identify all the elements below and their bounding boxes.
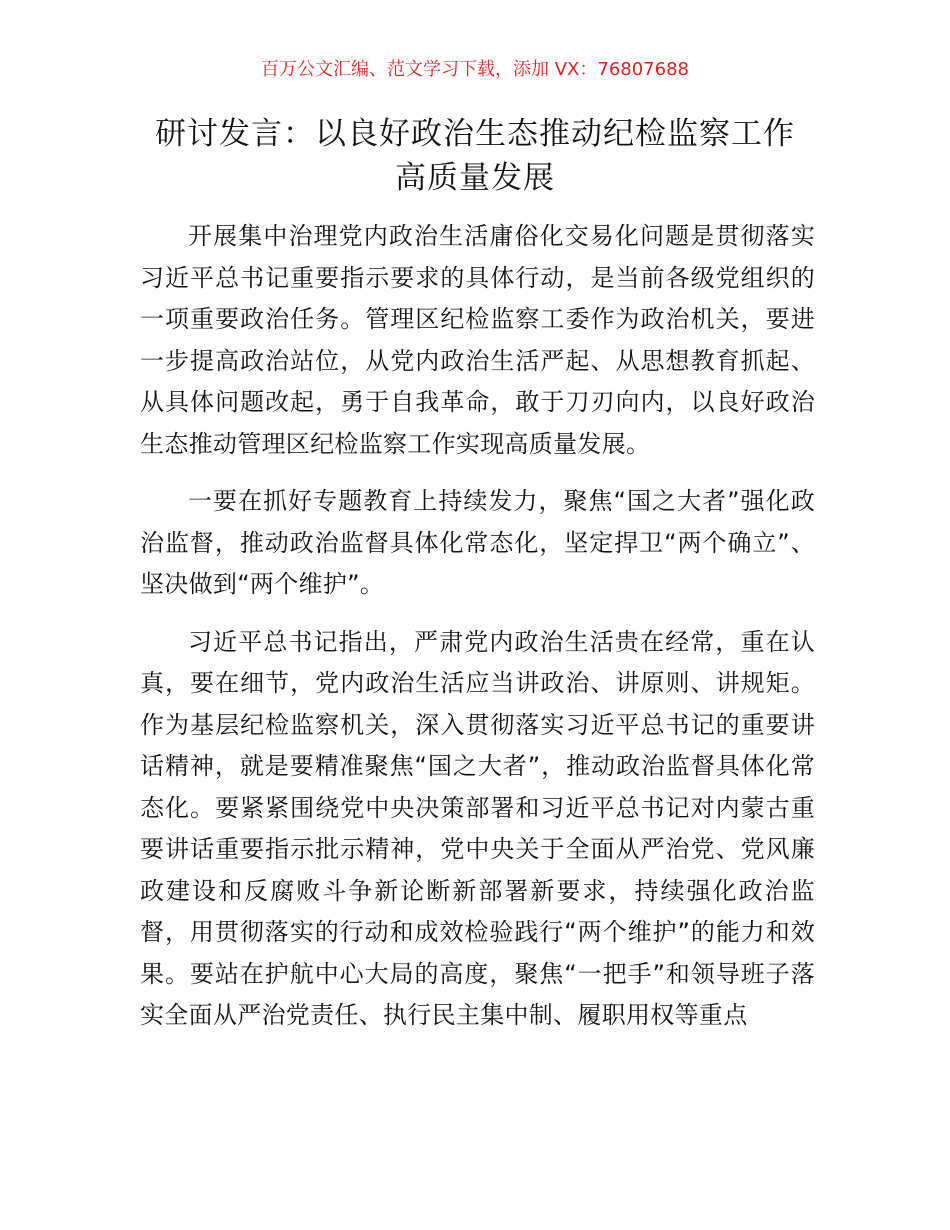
document-body [140,216,815,1053]
paragraph-3: 习近平总书记指出，严肃党内政治生活贵在经常，重在认真，要在细节，党内政治生活应当讲政治、讲原则、讲规矩。作为基层纪检监察机关，深入贯彻落实习近平总书记的重要讲话精神，就是要精准聚焦“国之大者”，推动政治监督具体化常态化。要紧紧围绕党中央决策部署和习近平总书记对内蒙古重要讲话重要指示批示精神，党中央关于全面从严治党、党风廉政建设和反腐败斗争新论断新部署新要求，持续强化政治监督，用贯彻落实的行动和成效检验践行“两个维护”的能力和效果。要站在护航中心大局的高度，聚焦“一把手”和领导班子落实全面从严治党责任、执行民主集中制、履职用权等重点 [140,627,815,1029]
paragraph-2: 一要在抓好专题教育上持续发力，聚焦“国之大者”强化政治监督，推动政治监督具体化常态化，坚定捍卫“两个确立”、坚决做到“两个维护”。 [140,487,815,598]
title-line-2: 高质量发展 [395,160,555,196]
paragraph-1: 开展集中治理党内政治生活庸俗化交易化问题是贯彻落实习近平总书记重要指示要求的具体行动，是当前各级党组织的一项重要政治任务。管理区纪检监察工委作为政治机关，要进一步提高政治站位，从党内政治生活严起、从思想教育抓起、从具体问题改起，勇于自我革命，敢于刀刃向内，以良好政治生态推动管理区纪检监察工作实现高质量发展。 [140,222,815,458]
header-promo-note: 百万公文汇编、范文学习下载，添加 VX：76807688 [261,59,689,80]
document-title [130,112,820,200]
title-line-1: 研讨发言：以良好政治生态推动纪检监察工作 [155,116,795,152]
